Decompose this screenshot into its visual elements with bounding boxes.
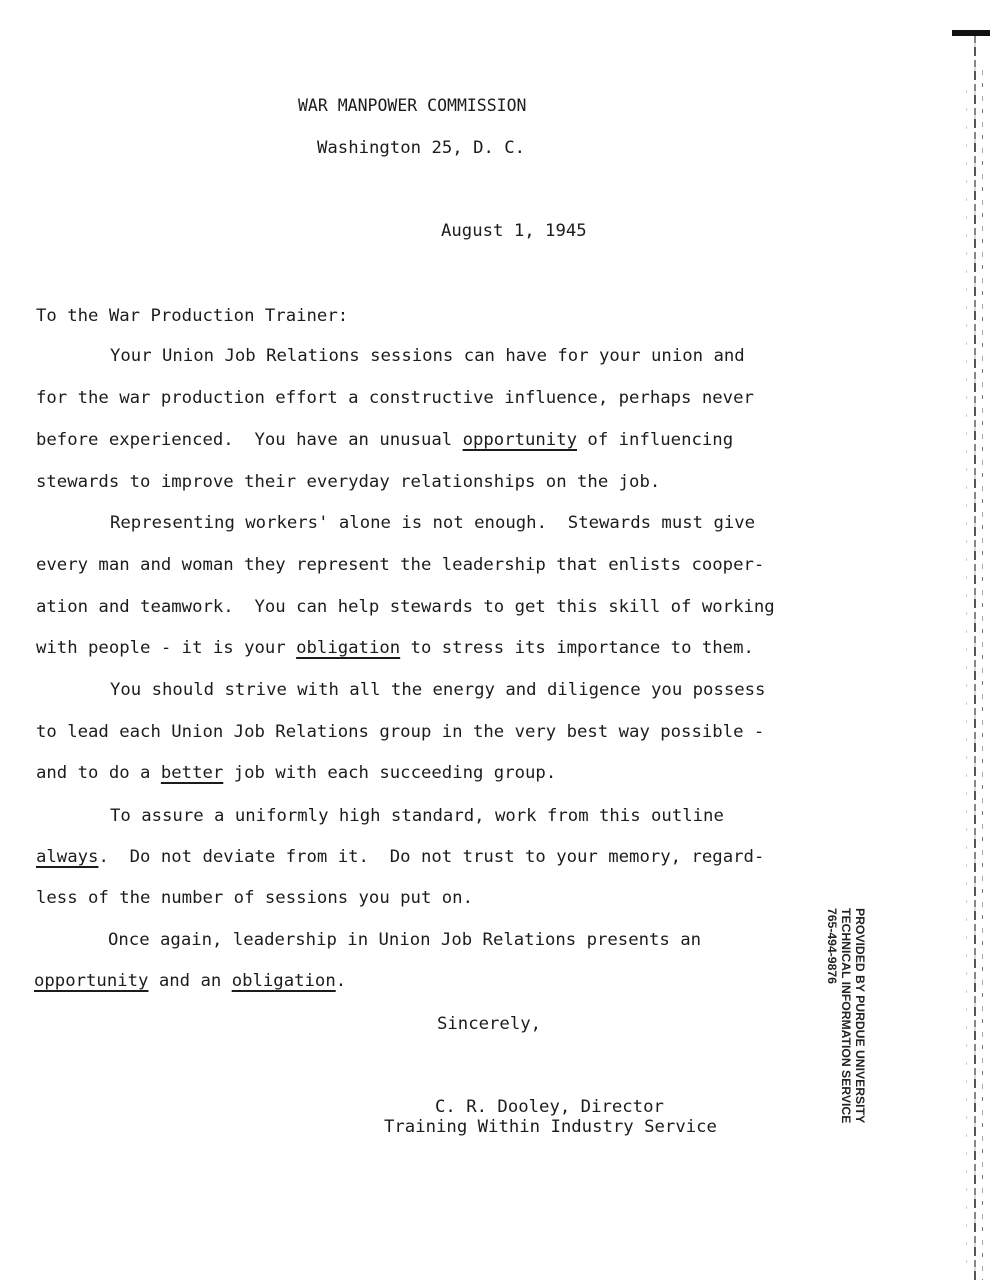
library-stamp [815, 908, 867, 1168]
paragraph-3-line-3 [36, 765, 556, 782]
paragraph-1-line-1: Your Union Job Relations sessions can have for your union and [110, 346, 745, 366]
signer-name: C. R. Dooley, Director [435, 1097, 664, 1117]
paragraph-2-line-1: Representing workers' alone is not enough. Stewards must give [110, 513, 756, 533]
text-run: with people - it is your [36, 638, 297, 658]
paragraph-2-line-2: every man and woman they represent the leadership that enlists cooper- [36, 555, 765, 575]
paragraph-3-line-2: to lead each Union Job Relations group in the very best way possible - [36, 722, 765, 742]
text-run: . Do not deviate from it. Do not trust to your memory, regard- [98, 847, 765, 867]
paragraph-5-line-1: Once again, leadership in Union Job Relations presents an [108, 930, 702, 950]
underlined-word-better: better [160, 763, 224, 783]
paragraph-1-line-4: stewards to improve their everyday relationships on the job. [36, 472, 661, 492]
text-run: before experienced. You have an unusual [36, 430, 463, 450]
underlined-word-always: always [36, 847, 99, 867]
salutation: To the War Production Trainer: [36, 306, 349, 326]
paragraph-4-line-2 [36, 849, 764, 866]
stamp-line-1: PROVIDED BY PURDUE UNIVERSITY [853, 908, 867, 1124]
paragraph-5-line-2 [34, 973, 346, 990]
paragraph-2-line-4 [36, 640, 754, 657]
closing: Sincerely, [437, 1014, 542, 1034]
text-run: . [335, 971, 347, 991]
scan-edge-line [966, 90, 967, 1270]
letter-date: August 1, 1945 [441, 221, 587, 241]
underlined-word-opportunity: opportunity [34, 971, 149, 991]
paragraph-3-line-1: You should strive with all the energy and diligence you possess [110, 680, 766, 700]
paragraph-1-line-2: for the war production effort a constructive influence, perhaps never [36, 388, 754, 408]
scan-edge-artifact [952, 30, 990, 1280]
underlined-word-obligation: obligation [296, 638, 401, 658]
scan-edge-cap [952, 30, 990, 36]
text-run: and an [148, 971, 232, 991]
text-run: and to do a [36, 763, 161, 783]
stamp-line-3: 765-494-9876 [825, 908, 839, 984]
scan-edge-line [982, 70, 983, 1280]
scan-edge-line [974, 36, 976, 1280]
text-run: job with each succeeding group. [223, 763, 557, 783]
paragraph-4-line-1: To assure a uniformly high standard, work from this outline [110, 806, 724, 826]
paragraph-4-line-3: less of the number of sessions you put on. [36, 888, 473, 908]
signer-organization: Training Within Industry Service [384, 1117, 717, 1137]
text-run: to stress its importance to them. [400, 638, 754, 658]
letterhead-address: Washington 25, D. C. [317, 138, 526, 158]
stamp-line-2: TECHNICAL INFORMATION SERVICE [839, 908, 853, 1124]
underlined-word-obligation: obligation [231, 971, 336, 991]
text-run: of influencing [577, 430, 734, 450]
paragraph-1-line-3 [36, 432, 733, 449]
letterhead-organization: WAR MANPOWER COMMISSION [298, 96, 527, 115]
paragraph-2-line-3: ation and teamwork. You can help stewards to get this skill of working [36, 597, 775, 617]
underlined-word-opportunity: opportunity [462, 430, 578, 450]
